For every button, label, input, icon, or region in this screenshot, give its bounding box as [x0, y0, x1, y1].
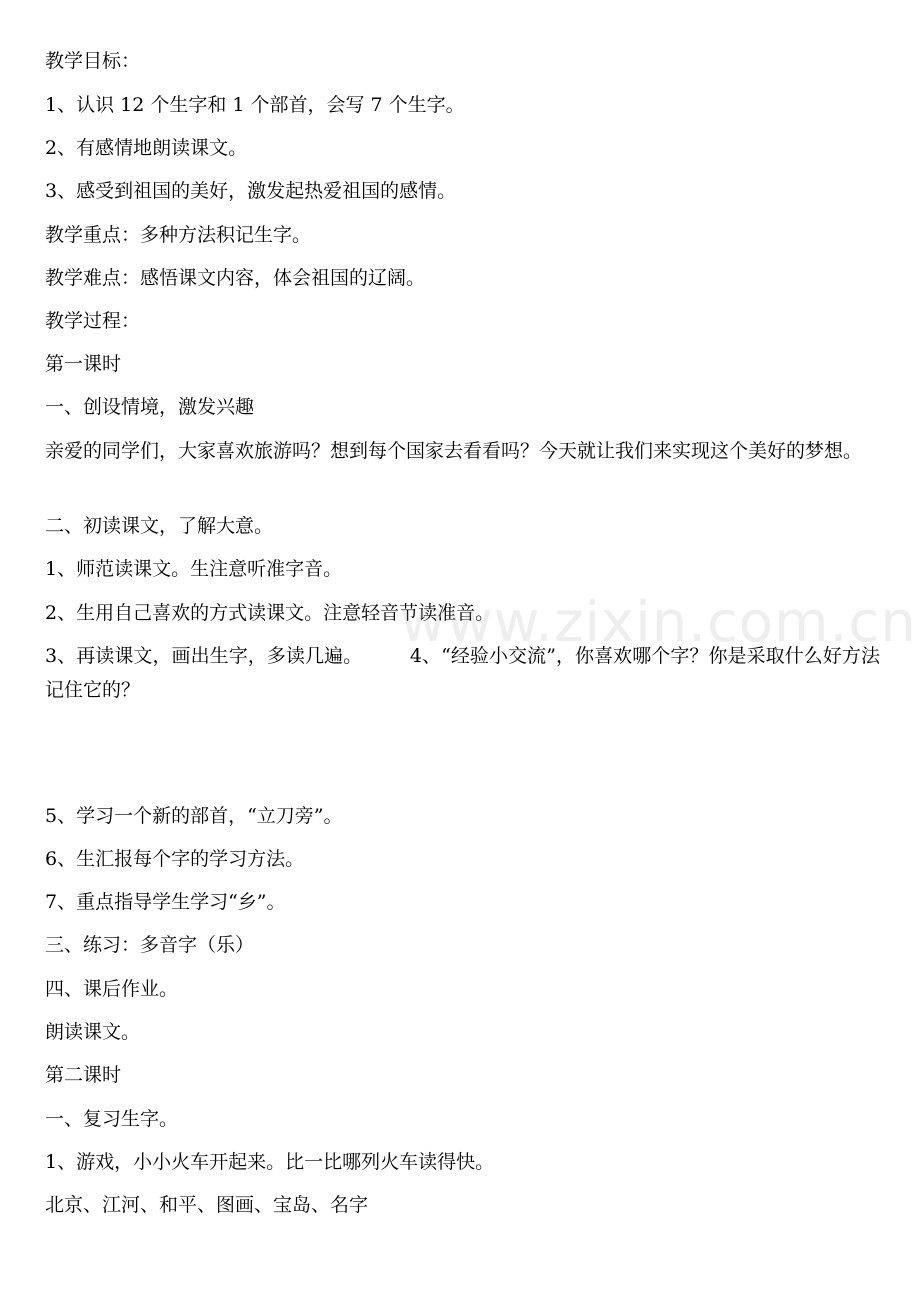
step-3-4: 3、再读课文，画出生字，多读几遍。 4、“经验小交流”，你喜欢哪个字？你是采取什么好方法记住它的？ — [45, 645, 880, 701]
intro-paragraph: 亲爱的同学们，大家喜欢旅游吗？想到每个国家去看看吗？今天就让我们来实现这个美好的梦想。 — [45, 440, 863, 462]
goal-item-1: 1、认识 12 个生字和 1 个部首，会写 7 个生字。 — [45, 94, 465, 116]
homework-item: 朗读课文。 — [45, 1021, 141, 1043]
section-1-title: 一、创设情境，激发兴趣 — [45, 396, 255, 418]
goal-item-3: 3、感受到祖国的美好，激发起热爱祖国的感情。 — [45, 180, 457, 202]
watermark: www.zixin.com.cn — [400, 590, 917, 655]
key-points: 教学重点：多种方法积记生字。 — [45, 224, 312, 246]
section-4-title: 四、课后作业。 — [45, 978, 179, 1000]
step-2: 2、生用自己喜欢的方式读课文。注意轻音节读准音。 — [45, 602, 495, 624]
step-7: 7、重点指导学生学习“乡”。 — [45, 891, 286, 913]
step-5: 5、学习一个新的部首，“立刀旁”。 — [45, 805, 343, 827]
step-1: 1、师范读课文。生注意听准字音。 — [45, 558, 343, 580]
section-2-title: 二、初读课文，了解大意。 — [45, 515, 274, 537]
heading-lesson-2: 第二课时 — [45, 1064, 122, 1086]
review-step-1: 1、游戏，小小火车开起来。比一比哪列火车读得快。 — [45, 1151, 495, 1173]
goal-item-2: 2、有感情地朗读课文。 — [45, 137, 248, 159]
heading-teaching-goals: 教学目标： — [45, 50, 141, 72]
review-title: 一、复习生字。 — [45, 1108, 179, 1130]
word-list: 北京、江河、和平、图画、宝岛、名字 — [45, 1194, 369, 1216]
heading-teaching-process: 教学过程： — [45, 310, 141, 332]
difficult-points: 教学难点：感悟课文内容，体会祖国的辽阔。 — [45, 267, 426, 289]
step-6: 6、生汇报每个字的学习方法。 — [45, 848, 305, 870]
section-3-title: 三、练习：多音字（乐） — [45, 934, 255, 956]
heading-lesson-1: 第一课时 — [45, 353, 122, 375]
